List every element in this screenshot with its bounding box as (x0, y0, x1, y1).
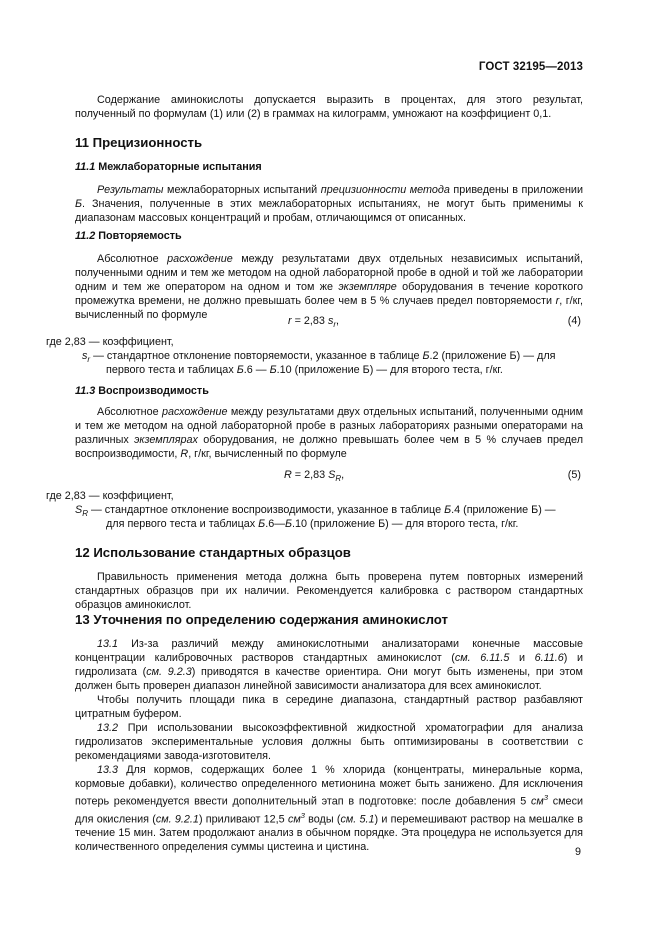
text-run: .2 (приложение Б) — для (429, 350, 556, 362)
text-italic: см (287, 813, 301, 826)
text-italic: расхождение (167, 253, 233, 265)
section-13-1b-paragraph: Чтобы получить площади пика в середине диапазона, стандартный раствор разбавляют цитратным буфером. (75, 694, 583, 720)
formula-var: r (288, 315, 292, 327)
section-11-1-number: 11.1 (75, 161, 96, 173)
section-11-1-name: Межлабораторные испытания (98, 161, 262, 173)
section-12-paragraph (75, 570, 583, 612)
section-11-3-title (75, 385, 209, 397)
text-italic: Результаты (97, 184, 164, 196)
section-11-1-paragraph (75, 183, 583, 225)
section-11-3-paragraph (75, 405, 583, 461)
text-run: воды ( (304, 813, 341, 826)
section-11-title: 11 Прецизионность (75, 135, 203, 150)
text-italic: см. 9.2.3 (146, 666, 192, 678)
text-italic: см. 5.1 (340, 813, 375, 826)
text-italic: r (555, 295, 560, 307)
text-run: и (509, 652, 535, 664)
text-italic: Б (285, 518, 293, 530)
standard-header: ГОСТ 32195—2013 (478, 61, 583, 73)
section-11-2-name: Повторяемость (98, 230, 182, 242)
paragraph-number: 13.1 (97, 638, 119, 650)
text-italic: см. 9.2.1 (155, 813, 199, 826)
text-run: смеси для окисления ( (75, 795, 583, 826)
text-run: Абсолютное (97, 253, 168, 265)
section-13-2-paragraph (75, 721, 583, 763)
formula-5-where-line-1: где 2,83 — коэффициент, (46, 490, 174, 502)
section-11-2-title (75, 230, 182, 242)
section-13-1-paragraph (75, 637, 583, 693)
text-italic: экземпляре (338, 281, 397, 293)
text-italic: R (180, 448, 189, 460)
text-run: оборудования, не должно превышать более чем в 5 % случаев предел воспроизводимости, (75, 434, 583, 460)
formula-text: = 2,83 (291, 469, 329, 481)
text-run: оборудования в течение короткого промежутка времени, не должно превышать более чем в 5 % случаев предел повторяемости (75, 281, 583, 307)
text-run: для первого теста и таблицах (106, 518, 259, 530)
formula-5-where-line-3 (106, 517, 518, 531)
formula-4-where-line-1: где 2,83 — коэффициент, (46, 336, 174, 348)
text-run: . Значения, полученные в этих межлабораторных испытаниях, не могут быть применимы к диапазонам массовых концентраций и пробам, отличающимся от описанных. (75, 198, 583, 224)
text-run: приведены в приложении (449, 184, 583, 196)
text-italic: экземплярах (134, 434, 198, 446)
formula-var: R (284, 469, 292, 481)
formula-4-number: (4) (567, 315, 581, 327)
formula-subscript: r (87, 355, 91, 365)
formula-4-where-line-3 (106, 363, 503, 377)
intro-paragraph (75, 93, 583, 121)
text-run: между результатами двух отдельных испытаний, полученными одним и тем же методом на одной лабораторной пробе в разных лабораториях разными операторами на различных (75, 406, 583, 446)
text-italic: см. 6.11.5 (454, 652, 510, 664)
section-12-title: 12 Использование стандартных образцов (75, 545, 351, 560)
section-11-2-paragraph (75, 252, 583, 322)
text-run: Для кормов, содержащих более 1 % хлорида (концентраты, минеральные корма, кормовые добавки), количество определенного метионина может быть занижено. Для исключения потерь рекомендуется ввести дополнительный этап в подготовке: после добавления 5 (75, 764, 583, 808)
section-12-text: Правильность применения метода должна быть проверена путем повторных измерений стандартных образцов при их наличии. Рекомендуется калибровка с раствором стандартных образцов аминокислот. (75, 571, 583, 611)
formula-var: S (75, 504, 83, 516)
section-13-3-paragraph (75, 763, 583, 854)
formula-var: s (82, 350, 88, 362)
text-italic: Б (444, 504, 452, 516)
section-11-3-number: 11.3 (75, 385, 96, 397)
text-italic: Б (258, 518, 266, 530)
text-run: между результатами двух отдельных независимых испытаний, полученными одним и тем же методом на одной лабораторной пробе в одной и той же лаборатории одним и тем же оператором на одном и том же (75, 253, 583, 293)
text-italic: Б (422, 350, 430, 362)
text-run: Из-за различий между аминокислотными анализаторами конечные массовые концентрации калибровочных растворов стандартных аминокислот ( (75, 638, 583, 664)
formula-text: = 2,83 (291, 315, 328, 327)
page-number: 9 (574, 846, 581, 858)
paragraph-number: 13.3 (97, 764, 119, 776)
text-italic: 6.11.6 (534, 652, 564, 664)
text-run: .4 (приложение Б) — (451, 504, 556, 516)
text-run: .6— (265, 518, 286, 530)
text-italic: Б (269, 364, 277, 376)
section-13-title: 13 Уточнения по определению содержания аминокислот (75, 612, 448, 627)
formula-text: , (336, 315, 340, 327)
text-run: ) и перемешивают раствор на мешалке в течение 15 мин. Затем продолжают анализ в обычном порядке. Эта процедура не используется для количественного определения суммы цистеина и цистина. (75, 813, 583, 854)
text-run: — стандартное отклонение воспроизводимости, указанное в таблице (87, 504, 445, 516)
formula-var: s (327, 315, 334, 327)
formula-var: S (328, 469, 336, 481)
section-11-3-name: Воспроизводимость (98, 385, 209, 397)
text-run: .10 (приложение Б) — для второго теста, г/кг. (276, 364, 503, 376)
text-run: ) и гидролизата ( (75, 652, 583, 678)
text-run: .10 (приложение Б) — для второго теста, г/кг. (292, 518, 519, 530)
superscript: 3 (300, 810, 305, 820)
text-run: Абсолютное (97, 406, 162, 418)
intro-text: Содержание аминокислоты допускается выразить в процентах, для этого результат, полученный по формулам (1) или (2) в граммах на килограмм, умножают на коэффициент 0,1. (75, 94, 583, 120)
formula-subscript: r (333, 320, 337, 330)
text-run: , г/кг, вычисленный по формуле (75, 295, 584, 321)
paragraph-number: 13.2 (97, 722, 119, 734)
formula-4 (288, 315, 339, 329)
formula-5 (284, 469, 344, 483)
text-run: .6 — (243, 364, 270, 376)
text-run: ) приливают 12,5 (198, 813, 288, 826)
section-11-2-number: 11.2 (75, 230, 96, 242)
text-run: , г/кг, вычисленный по формуле (188, 448, 347, 460)
section-13-body (75, 637, 583, 854)
text-run: ) приводятся в качестве ориентира. Они могут быть изменены, при этом должен быть проверен диапазон линейной зависимости анализатора для всех аминокислот. (75, 666, 583, 692)
text-run: первого теста и таблицах (106, 364, 237, 376)
section-11-1-title (75, 161, 262, 173)
text-italic: Б (236, 364, 244, 376)
superscript: 3 (543, 793, 548, 802)
text-italic: см (531, 795, 544, 808)
formula-subscript: R (335, 474, 342, 484)
text-italic: Б (75, 198, 83, 210)
formula-subscript: R (82, 509, 88, 519)
text-run: При использовании высокоэффективной жидкостной хроматографии для анализа гидролизатов экспериментальные условия должны быть оптимизированы в соответствии с рекомендациями завода-изготовителя. (75, 722, 583, 762)
text-italic: прецизионности метода (320, 184, 450, 196)
text-run: — стандартное отклонение повторяемости, указанное в таблице (90, 350, 423, 362)
formula-5-number: (5) (567, 469, 581, 481)
text-italic: расхождение (161, 406, 228, 418)
formula-text: , (341, 469, 345, 481)
text-run: межлабораторных испытаний (163, 184, 321, 196)
